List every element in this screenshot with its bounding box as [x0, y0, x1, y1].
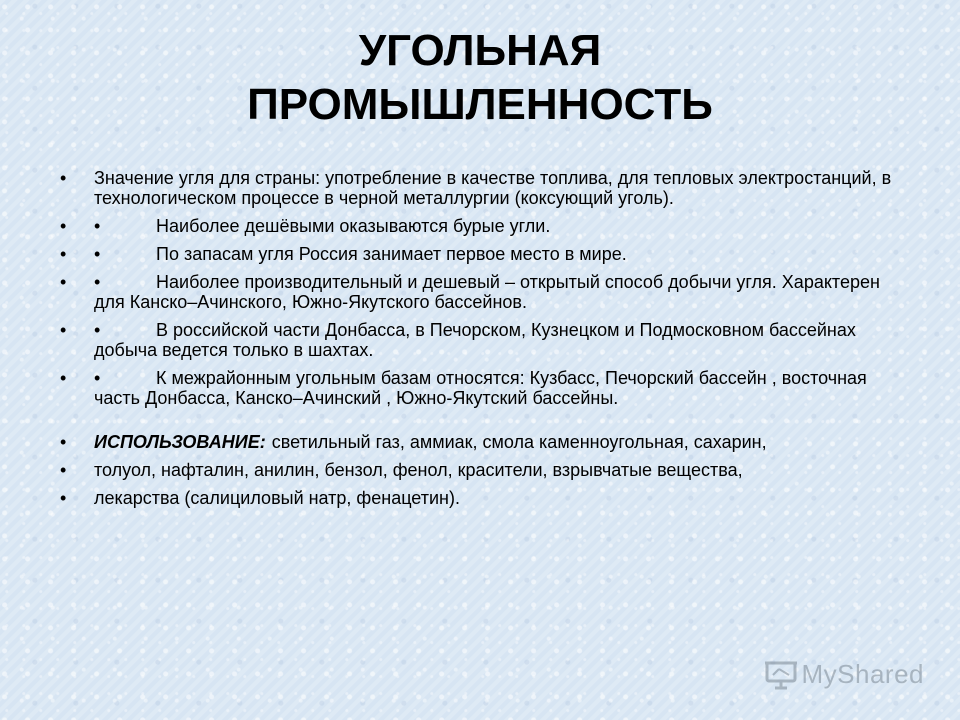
bullet-marker: •: [60, 216, 67, 236]
list-item-text: светильный газ, аммиак, смола каменноугольная, сахарин,: [271, 432, 767, 452]
list-item: [52, 272, 912, 312]
list-item-text: Значение угля для страны: употребление в качестве топлива, для тепловых электростанций, в технологическом процессе в черной металлургии (коксующий уголь).: [94, 168, 892, 208]
bullet-marker: •: [60, 460, 67, 480]
slide-title-line-1: УГОЛЬНАЯ: [358, 26, 602, 75]
watermark-text: MyShared: [801, 659, 924, 689]
list-item-text: Наиболее дешёвыми оказываются бурые угли.: [156, 216, 551, 236]
inner-bullet-marker: •: [94, 320, 101, 340]
presentation-board-icon: [764, 660, 798, 690]
bullet-marker: •: [60, 432, 67, 452]
inner-bullet-marker: •: [94, 368, 101, 388]
bullet-marker: •: [60, 272, 67, 292]
list-item: [52, 320, 912, 360]
slide-title: [80, 24, 880, 132]
list-item: [52, 460, 912, 480]
bullet-marker: •: [60, 368, 67, 388]
list-item-text: По запасам угля Россия занимает первое место в мире.: [156, 244, 627, 264]
list-item-text: В российской части Донбасса, в Печорском, Кузнецком и Подмосковном бассейнах добыча ведется только в шахтах.: [94, 320, 856, 360]
bullet-marker: •: [60, 320, 67, 340]
bullet-marker: •: [60, 488, 67, 508]
usage-heading: ИСПОЛЬЗОВАНИЕ:: [94, 432, 266, 452]
inner-bullet-marker: •: [94, 244, 101, 264]
bullet-marker: •: [60, 244, 67, 264]
list-item: [52, 432, 912, 452]
list-item-text: лекарства (салициловый натр, фенацетин).: [94, 488, 460, 508]
list-item: [52, 244, 912, 264]
bullet-marker: •: [60, 168, 67, 188]
slide-title-line-2: ПРОМЫШЛЕННОСТЬ: [247, 80, 713, 129]
inner-bullet-marker: •: [94, 216, 101, 236]
list-item: [52, 216, 912, 236]
list-item-text: толуол, нафталин, анилин, бензол, фенол, красители, взрывчатые вещества,: [94, 460, 743, 480]
watermark: [764, 659, 925, 690]
list-item-text: К межрайонным угольным базам относятся: Кузбасс, Печорский бассейн , восточная часть Донбасса, Канско–Ачинский , Южно-Якутский бассейны.: [94, 368, 867, 408]
list-item-text: Наиболее производительный и дешевый – открытый способ добычи угля. Характерен для Канско–Ачинского, Южно-Якутского бассейнов.: [94, 272, 880, 312]
inner-bullet-marker: •: [94, 272, 101, 292]
list-item: [52, 368, 912, 408]
list-item: [52, 168, 912, 208]
list-item: [52, 488, 912, 508]
bullet-list: [52, 168, 912, 516]
